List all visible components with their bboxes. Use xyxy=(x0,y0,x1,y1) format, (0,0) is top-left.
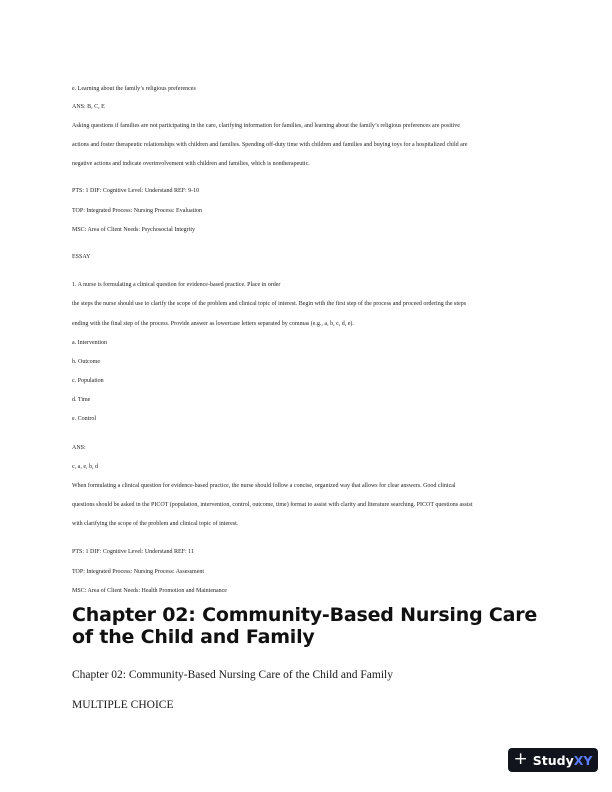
question-stem-line: the steps the nurse should use to clarify the scope of the problem and clinical topic of interest. Begin with the first step of the process and proceed ordering the steps xyxy=(72,301,467,307)
pts-meta: PTS: 1 DIF: Cognitive Level: Understand REF: 11 xyxy=(72,549,194,555)
brand-name xyxy=(533,753,593,768)
chapter-subtitle: Chapter 02: Community-Based Nursing Care of the Child and Family xyxy=(72,669,394,681)
option-item: e. Control xyxy=(72,416,96,422)
studyxy-badge[interactable] xyxy=(508,748,598,772)
previous-option-e: e. Learning about the family’s religious preferences xyxy=(72,86,196,92)
question-stem-line: 1. A nurse is formulating a clinical question for evidence-based practice. Place in order xyxy=(72,282,281,288)
essay-section-label: ESSAY xyxy=(72,254,91,260)
previous-answer: ANS: B, C, E xyxy=(72,104,105,110)
option-item: b. Outcome xyxy=(72,359,100,365)
rationale-line: with clarifying the scope of the problem and clinical topic of interest. xyxy=(72,521,239,527)
plus-icon: + xyxy=(513,749,528,769)
rationale-line: When formulating a clinical question for evidence-based practice, the nurse should follow a concise, organized way that allows for clear answers. Good clinical xyxy=(72,483,456,489)
answer-label: ANS: xyxy=(72,445,86,451)
multiple-choice-label: MULTIPLE CHOICE xyxy=(72,699,174,711)
answer-value: c, a, e, b, d xyxy=(72,464,98,470)
previous-rationale-line: actions and foster therapeutic relationships with children and families. Spending off-duty time with children and families and buying toys for a hospitalized child are xyxy=(72,142,468,148)
brand-name-main: Study xyxy=(532,752,574,768)
rationale-line: questions should be asked in the PICOT (population, intervention, control, outcome, time) format to assist with clarity and literature searching. PICOT questions assist xyxy=(72,502,473,508)
previous-rationale-line: negative actions and indicate overinvolvement with children and families, which is nontherapeutic. xyxy=(72,161,310,167)
brand-name-accent: XY xyxy=(573,752,593,768)
option-item: c. Population xyxy=(72,378,104,384)
client-needs-meta: MSC: Area of Client Needs: Health Promotion and Maintenance xyxy=(72,588,227,594)
topic-meta: TOP: Integrated Process: Nursing Process: Assessment xyxy=(72,569,205,575)
previous-topic-meta: TOP: Integrated Process: Nursing Process: Evaluation xyxy=(72,208,203,214)
chapter-heading: Chapter 02: Community-Based Nursing Care of the Child and Family xyxy=(72,604,538,648)
option-item: a. Intervention xyxy=(72,340,107,346)
previous-rationale-line: Asking questions if families are not participating in the care, clarifying information for families, and learning about the family’s religious preferences are positive xyxy=(72,123,460,129)
previous-client-needs-meta: MSC: Area of Client Needs: Psychosocial Integrity xyxy=(72,227,195,233)
question-stem-line: ending with the final step of the process. Provide answer as lowercase letters separated by commas (e.g., a, b, c, d, e). xyxy=(72,321,354,327)
option-item: d. Time xyxy=(72,397,91,403)
previous-pts-meta: PTS: 1 DIF: Cognitive Level: Understand REF: 9-10 xyxy=(72,188,200,194)
